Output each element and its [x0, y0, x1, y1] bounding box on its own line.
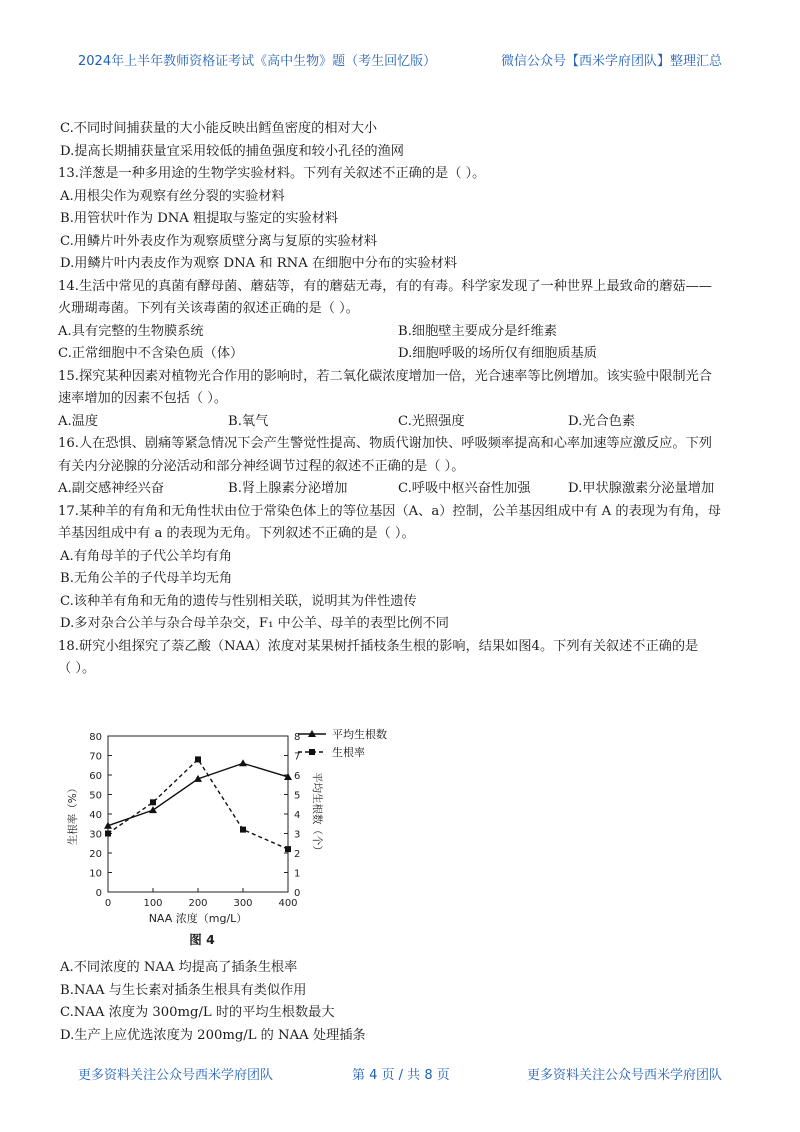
series-line-0 [108, 763, 288, 825]
x-tick-label: 100 [143, 898, 163, 909]
q17-stem-line2: 羊基因组成中有 a 的表现为无角。下列叙述不正确的是（ ）。 [58, 526, 415, 541]
x-tick-label: 0 [104, 898, 112, 909]
y-axis-right-label: 平均生根数（个） [311, 772, 323, 856]
left-tick-label: 70 [89, 751, 102, 763]
right-tick-label: 4 [294, 810, 301, 821]
q15-stem-line1: 15.探究某种因素对植物光合作用的影响时，若二氧化碳浓度增加一倍，光合速率等比例增加。该实验中限制光合 [58, 368, 712, 384]
q18-stem-line1: 18.研究小组探究了萘乙酸（NAA）浓度对某果树扦插枝条生根的影响，结果如图4。下列有关叙述不正确的是 [58, 638, 699, 654]
data-point-square [195, 756, 201, 762]
prev-option-d: D.提高长期捕获量宜采用较低的捕鱼强度和较小孔径的渔网 [60, 143, 404, 159]
data-point-square [240, 827, 246, 833]
q17-option-c: C.该种羊有角和无角的遗传与性别相关联，说明其为伴性遗传 [60, 593, 417, 609]
q18-option-a: A.不同浓度的 NAA 均提高了插条生根率 [60, 960, 298, 975]
q14-option-d: D.细胞呼吸的场所仅有细胞质基质 [398, 346, 597, 361]
question-content [58, 118, 748, 681]
data-point-square [150, 799, 156, 805]
legend-label-1: 生根率 [332, 746, 365, 759]
q18-option-c: C.NAA 浓度为 300mg/L 时的平均生根数最大 [60, 1005, 335, 1020]
left-tick-label: 40 [89, 810, 102, 821]
q18-stem-line2: （ ）。 [58, 661, 96, 676]
data-point-square [285, 846, 291, 852]
left-tick-label: 60 [89, 771, 102, 782]
series-line-1 [108, 759, 288, 849]
q17-stem-line1: 17.某种羊的有角和无角性状由位于常染色体上的等位基因（A、a）控制，公羊基因组成中有 A 的表现为有角，母 [58, 503, 721, 519]
q13-option-d: D.用鳞片叶内表皮作为观察 DNA 和 RNA 在细胞中分布的实验材料 [60, 256, 458, 271]
q14-options-row1 [58, 321, 748, 344]
right-tick-label: 2 [294, 849, 301, 860]
q14-options-row2 [58, 343, 748, 366]
q15-option-b: B.氧气 [228, 413, 269, 429]
q14-stem-line2: 火珊瑚毒菌。下列有关该毒菌的叙述正确的是（ ）。 [58, 301, 359, 316]
q17-option-a: A.有角母羊的子代公羊均有角 [60, 548, 232, 564]
q18-option-b: B.NAA 与生长素对插条生根具有类似作用 [60, 982, 307, 998]
right-tick-label: 8 [294, 732, 301, 743]
data-point-triangle [239, 759, 247, 766]
q16-stem-line2: 有关内分泌腺的分泌活动和部分神经调节过程的叙述不正确的是（ ）。 [58, 458, 465, 474]
q16-option-d: D.甲状腺激素分泌量增加 [568, 481, 715, 496]
y-axis-left-label: 生根率（%） [67, 782, 79, 846]
legend-marker-square [309, 749, 315, 755]
x-tick-label: 300 [233, 898, 253, 909]
x-axis-label: NAA 浓度（mg/L） [148, 912, 248, 925]
q14-option-c: C.正常细胞中不含染色质（体） [58, 346, 244, 361]
left-tick-label: 0 [95, 888, 102, 899]
left-tick-label: 30 [89, 829, 102, 841]
q16-option-b: B.肾上腺素分泌增加 [228, 481, 348, 496]
q13-stem: 13.洋葱是一种多用途的生物学实验材料。下列有关叙述不正确的是（ ）。 [58, 166, 486, 181]
q15-option-c: C.光照强度 [398, 413, 465, 429]
q16-options [58, 478, 748, 501]
right-tick-label: 3 [294, 829, 301, 841]
q15-option-a: A.温度 [58, 413, 99, 429]
q15-stem-line2: 速率增加的因素不包括（ ）。 [58, 391, 228, 406]
q14-option-b: B.细胞壁主要成分是纤维素 [398, 323, 557, 339]
header-title: 2024年上半年教师资格证考试《高中生物》题（考生回忆版） [78, 54, 437, 69]
page-number: 第 4 页 / 共 8 页 [352, 1068, 450, 1083]
q18-option-d: D.生产上应优选浓度为 200mg/L 的 NAA 处理插条 [60, 1027, 366, 1043]
q17-option-d: D.多对杂合公羊与杂合母羊杂交，F₁ 中公羊、母羊的表型比例不同 [60, 616, 449, 631]
legend-label-0: 平均生根数 [332, 728, 387, 741]
q13-option-c: C.用鳞片叶外表皮作为观察质壁分离与复原的实验材料 [60, 233, 378, 249]
left-tick-label: 20 [89, 849, 102, 860]
chart-svg [58, 722, 448, 950]
q17-option-b: B.无角公羊的子代母羊均无角 [60, 571, 233, 586]
q13-option-a: A.用根尖作为观察有丝分裂的实验材料 [60, 188, 285, 204]
q15-option-d: D.光合色素 [568, 413, 636, 429]
right-tick-label: 0 [294, 888, 301, 899]
left-tick-label: 80 [89, 732, 102, 743]
footer-left: 更多资料关注公众号西米学府团队 [78, 1068, 274, 1083]
q15-options [58, 411, 748, 434]
data-point-triangle [149, 806, 157, 813]
footer-right: 更多资料关注公众号西米学府团队 [526, 1068, 722, 1083]
q16-option-a: A.副交感神经兴奋 [58, 481, 165, 496]
right-tick-label: 7 [294, 751, 301, 763]
q16-option-c: C.呼吸中枢兴奋性加强 [398, 481, 531, 496]
x-tick-label: 200 [188, 898, 208, 909]
left-tick-label: 10 [89, 868, 102, 880]
right-tick-label: 6 [294, 771, 301, 782]
right-tick-label: 1 [294, 868, 301, 880]
q18-options [58, 957, 748, 1047]
left-tick-label: 50 [89, 790, 102, 802]
x-tick-label: 400 [278, 898, 298, 909]
q13-option-b: B.用管状叶作为 DNA 粗提取与鉴定的实验材料 [60, 211, 339, 226]
prev-option-c: C.不同时间捕获量的大小能反映出鳕鱼密度的相对大小 [60, 121, 378, 136]
q16-stem-line1: 16.人在恐惧、剧痛等紧急情况下会产生警觉性提高、物质代谢加快、呼吸频率提高和心率加速等应激反应。下列 [58, 436, 712, 451]
figure-4-chart [58, 722, 448, 950]
right-tick-label: 5 [294, 790, 301, 802]
q14-stem-line1: 14.生活中常见的真菌有酵母菌、蘑菇等，有的蘑菇无毒，有的有毒。科学家发现了一种世界上最致命的蘑菇—— [58, 278, 712, 294]
header-source: 微信公众号【西米学府团队】整理汇总 [500, 54, 722, 69]
q14-option-a: A.具有完整的生物膜系统 [58, 323, 204, 339]
chart-title: 图 4 [189, 932, 215, 947]
data-point-square [105, 831, 111, 837]
